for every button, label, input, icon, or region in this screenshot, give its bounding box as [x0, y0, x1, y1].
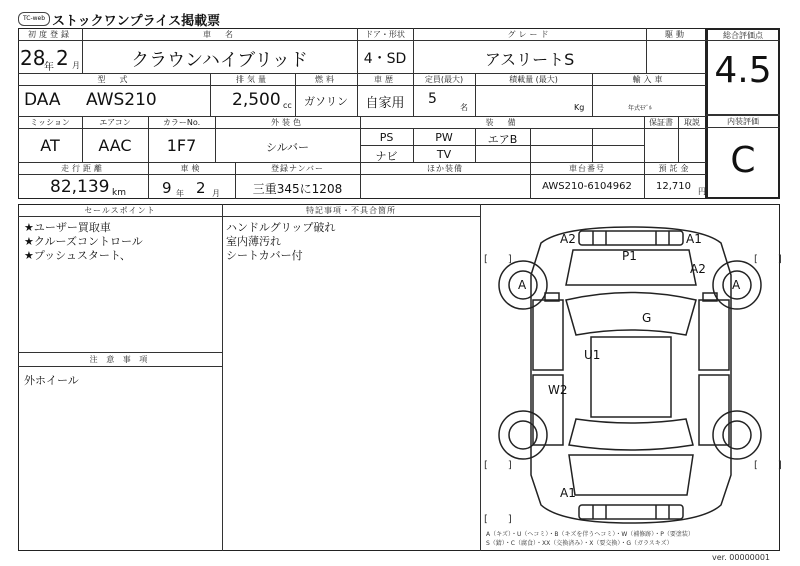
- version-label: ver. 00000001: [712, 553, 771, 562]
- mission: AT: [40, 136, 60, 155]
- plate-number: 三重345に1208: [252, 182, 343, 196]
- label-manual: 取説: [684, 118, 700, 127]
- mileage: 82,139: [50, 177, 110, 197]
- aircon: AAC: [98, 136, 132, 155]
- page-title: ストックワンプライス掲載票: [52, 14, 221, 29]
- bracket-rear-left: [ ]: [484, 460, 512, 471]
- damage-legend: [486, 530, 694, 548]
- label-history: 車歴: [374, 75, 396, 84]
- list-item: シートカバー付: [226, 249, 303, 262]
- list-item: ★ユーザー買取車: [24, 221, 111, 234]
- first-reg-month-unit: 月: [72, 61, 80, 70]
- fuel: ガソリン: [304, 95, 348, 108]
- damage-mark-wheel-front-right: A: [732, 278, 741, 292]
- equip-pw: PW: [435, 131, 453, 144]
- door-shape: 4・SD: [363, 51, 407, 67]
- label-aircon: エアコン: [99, 118, 131, 127]
- model-prefix: DAA: [24, 90, 61, 110]
- history: 自家用: [365, 96, 405, 111]
- label-warranty: 保証書: [649, 118, 673, 127]
- label-inspection: 車検: [180, 164, 203, 173]
- damage-mark-right-fender: A2: [690, 262, 706, 276]
- label-mission: ミッション: [30, 118, 70, 127]
- label-first-reg: 初度登録: [28, 30, 72, 39]
- overall-score: 4.5: [714, 50, 772, 91]
- caution-list: [24, 374, 79, 388]
- deposit-unit: 円: [698, 187, 706, 196]
- bracket-front-right: [ ]: [754, 254, 782, 265]
- first-reg-year: 28: [20, 46, 46, 70]
- damage-mark-hood: P1: [622, 249, 637, 263]
- car-name: クラウンハイブリッド: [131, 50, 308, 71]
- label-grade: グレード: [507, 30, 552, 39]
- damage-mark-rear: A1: [560, 486, 576, 500]
- label-plate: 登録ナンバー: [270, 164, 325, 173]
- damage-mark-front-right: A1: [686, 232, 702, 246]
- label-door-shape: ドア・形状: [365, 30, 405, 39]
- label-overall: 総合評価点: [723, 31, 763, 40]
- capacity: 5: [428, 91, 437, 107]
- grade: アスリートS: [484, 50, 575, 69]
- load-unit: Kg: [574, 103, 585, 112]
- label-fuel: 燃料: [315, 75, 337, 84]
- damage-mark-front-left: A2: [560, 232, 576, 246]
- bracket-rear-right: [ ]: [754, 460, 782, 471]
- label-interior: 内装評価: [727, 117, 759, 126]
- label-drive: 駆動: [665, 30, 687, 39]
- bracket-bottom: [ ]: [484, 514, 512, 525]
- displacement: 2,500: [232, 90, 281, 110]
- label-equipment: 装 備: [485, 118, 519, 127]
- damage-mark-left-door: W2: [548, 383, 568, 397]
- first-reg-month: 2: [56, 46, 69, 70]
- logo: TC-web: [18, 12, 50, 26]
- sales-points-list: [24, 221, 143, 263]
- label-exterior: 外装色: [271, 118, 304, 127]
- model: AWS210: [86, 90, 157, 110]
- label-mileage: 走行距離: [61, 164, 105, 173]
- label-color: カラーNo.: [162, 118, 201, 127]
- import-note: 年式ﾓﾃﾞﾙ: [628, 105, 653, 112]
- label-capacity: 定員(最大): [424, 75, 464, 84]
- first-reg-year-unit: 年: [44, 62, 54, 73]
- label-other-equipment: ほか装備: [427, 164, 463, 173]
- label-import: 輸入車: [632, 75, 666, 84]
- bracket-front-left: [ ]: [484, 254, 512, 265]
- deposit: 12,710: [656, 181, 691, 192]
- capacity-unit: 名: [460, 103, 468, 112]
- sales-points-title: セールスポイント: [84, 206, 156, 215]
- displacement-unit: cc: [283, 101, 292, 110]
- special-notes-list: [226, 221, 335, 263]
- interior-score: C: [730, 140, 756, 181]
- insp-month: 2: [196, 179, 206, 197]
- label-deposit: 預託金: [658, 164, 692, 173]
- label-displacement: 排気量: [236, 75, 269, 84]
- color-no: 1F7: [166, 136, 197, 155]
- list-item: 外ホイール: [24, 374, 79, 387]
- equip-navi: ナビ: [375, 150, 398, 163]
- caution-title: 注 意 事 項: [89, 355, 151, 364]
- chassis-number: AWS210-6104962: [542, 181, 632, 192]
- damage-mark-roof: U1: [584, 348, 601, 362]
- equip-ps: PS: [379, 131, 394, 144]
- label-load: 積載量 (最大): [509, 75, 558, 84]
- special-notes-title: 特記事項・不具合箇所: [306, 206, 396, 215]
- list-item: ★クルーズコントロール: [24, 235, 143, 248]
- list-item: ★プッシュスタート、: [24, 249, 131, 262]
- label-chassis: 車台番号: [569, 164, 605, 173]
- insp-year: 9: [162, 179, 172, 197]
- label-model: 型 式: [97, 75, 131, 84]
- insp-year-unit: 年: [176, 189, 184, 198]
- legend-line: A（キズ）・U（ヘコミ）・B（キズを伴うヘコミ）・W（補修跡）・P（要塗装）: [486, 531, 694, 538]
- exterior-color: シルバー: [266, 141, 309, 154]
- mileage-unit: km: [112, 188, 126, 198]
- list-item: ハンドルグリップ破れ: [226, 221, 336, 234]
- legend-line: S（錆）・C（腐食）・XX（交換済み）・X（要交換）・G（ガラスキズ）: [486, 540, 673, 547]
- equip-tv: TV: [436, 148, 452, 161]
- insp-month-unit: 月: [212, 189, 220, 198]
- damage-mark-wheel-front-left: A: [518, 278, 527, 292]
- list-item: 室内薄汚れ: [226, 235, 281, 248]
- label-car-name: 車 名: [203, 30, 236, 39]
- equip-airbag: エアB: [487, 133, 518, 146]
- damage-mark-windshield: G: [642, 311, 652, 325]
